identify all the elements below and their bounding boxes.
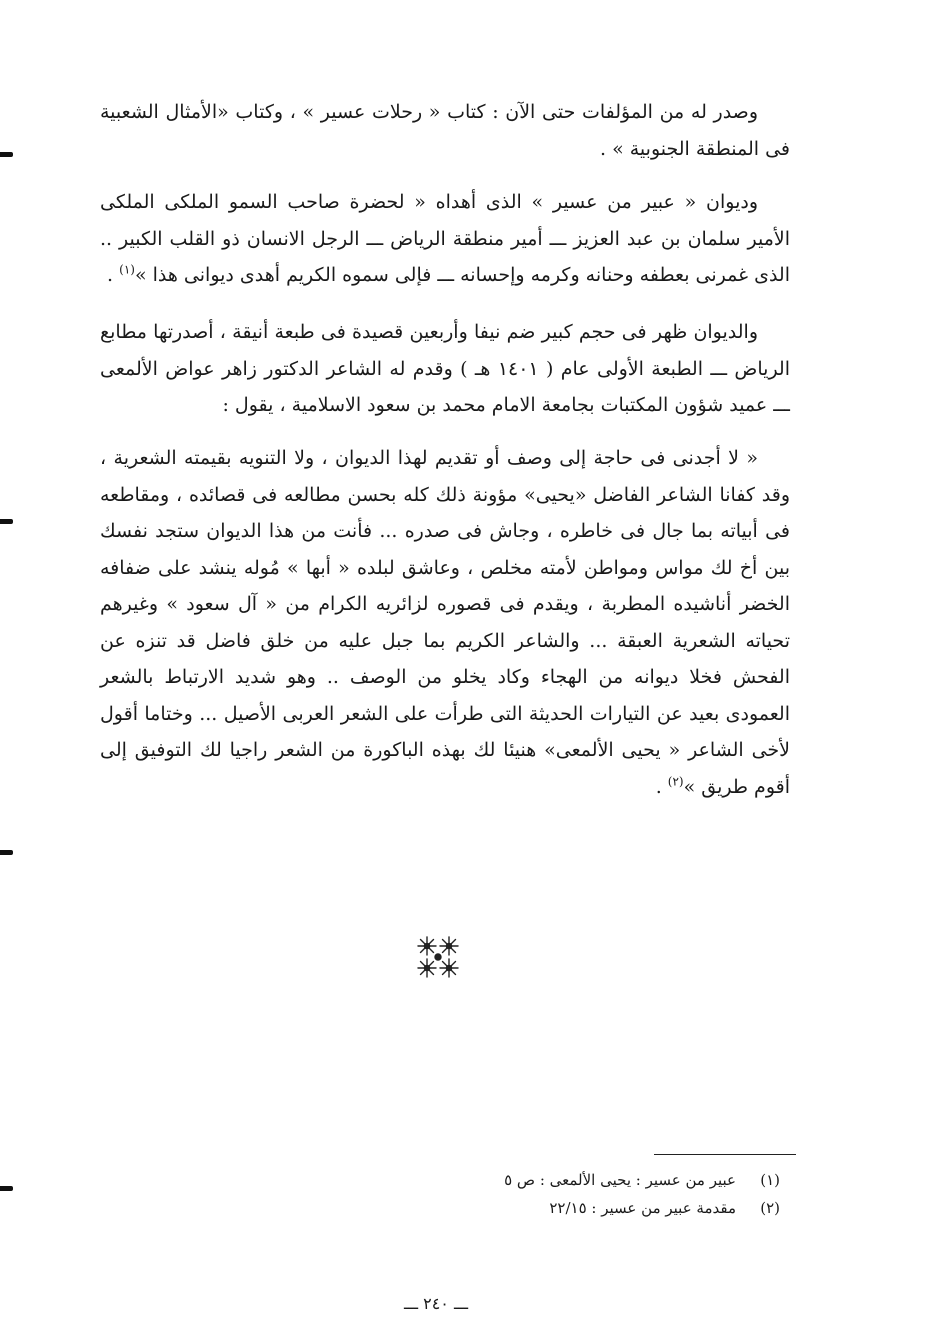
footnote-1-text: عبير من عسير : يحيى الألمعى : ص ٥: [504, 1171, 736, 1189]
footnote-1-number: (١): [760, 1171, 780, 1189]
page-number: ـــ ٢٤٠ ـــ: [403, 1294, 469, 1313]
paragraph-4-tail: .: [655, 775, 668, 798]
footnote-ref-2: (٢): [667, 774, 684, 789]
paragraph-1: [100, 94, 790, 167]
paragraph-4-text: « لا أجدنى فى حاجة إلى وصف أو تقديم لهذا الديوان ، ولا التنويه بقيمته الشعرية ، وقد كفانا الشاعر الفاضل «يحيى» مؤونة ذلك كله بحسن مطالعه فى قصائده ، ومقاطعه فى أبياته بما جال فى خاطره ، وجاش فى صدره ... فأنت من هذا الديوان ستجد نفسك بين أخ لك مواس ومواطن لأمته مخلص ، وعاشق لبلده « أبها » مُوله ينشد على ضفافه الخضر أناشيده المطربة ، ويقدم فى قصوره لزائريه الكرام من « آل سعود » وغيرهم تحياته الشعرية العبقة ... والشاعر الكريم بما جبل عليه من خلق فاضل قد تنزه عن الفحش فخلا ديوانه من الهجاء وكاد يخلو من الوصف .. وهو شديد الارتباط بالشعر العمودى بعيد عن التيارات الحديثة التى طرأت على الشعر العربى الأصيل ... وختاما أقول لأخى الشاعر « يحيى الألمعى» هنيئا لك بهذه الباكورة من الشعر راجيا لك التوفيق إلى أقوم طريق »: [100, 447, 790, 798]
margin-mark: [0, 850, 13, 855]
paragraph-4-quote: [100, 440, 790, 805]
paragraph-3-text: والديوان ظهر فى حجم كبير ضم نيفا وأربعين قصيدة فى طبعة أنيقة ، أصدرتها مطابع الرياض ـــ الطبعة الأولى عام ( ١٤٠١ هـ ) وقدم له الشاعر الدكتور زاهر عواض الألمعى ـــ عميد شؤون المكتبات بجامعة الامام محمد بن سعود الاسلامية ، يقول :: [100, 321, 790, 416]
paragraph-2-tail: .: [107, 264, 120, 286]
footnote-ref-1: (١): [119, 262, 135, 277]
paragraph-2: [100, 184, 790, 294]
footnote-1: [340, 1166, 780, 1194]
paragraph-3: [100, 314, 790, 424]
footnote-2: [340, 1194, 780, 1222]
paragraph-1-text: وصدر له من المؤلفات حتى الآن : كتاب « رحلات عسير » ، وكتاب «الأمثال الشعبية فى المنطقة الجنوبية » .: [100, 101, 790, 160]
ornament-icon: [415, 936, 461, 978]
margin-mark: [0, 519, 13, 524]
margin-mark: [0, 1186, 13, 1191]
footnote-2-number: (٢): [760, 1199, 780, 1217]
footnotes: [340, 1166, 780, 1222]
paragraph-2-text: وديوان « عبير من عسير » الذى أهداه « لحضرة صاحب السمو الملكى الملكى الأمير سلمان بن عبد العزيز ـــ أمير منطقة الرياض ـــ الرجل الانسان ذو القلب الكبير .. الذى غمرنى بعطفه وحنانه وكرمه وإحسانه ـــ فإلى سموه الكريم أهدى ديوانى هذا »: [100, 191, 790, 286]
margin-mark: [0, 152, 13, 157]
footnote-2-text: مقدمة عبير من عسير : ٢٢/١٥: [549, 1199, 736, 1217]
footnote-divider: [654, 1154, 796, 1155]
